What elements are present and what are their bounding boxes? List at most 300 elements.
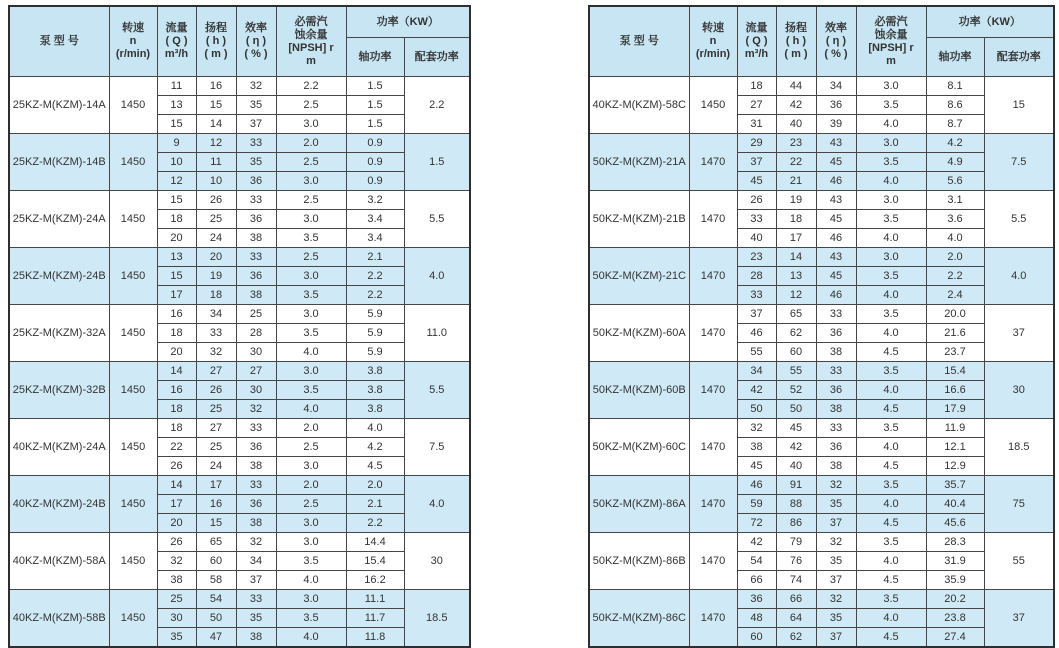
matching-power-cell: 55 [984, 533, 1054, 590]
flow-cell: 12 [157, 172, 196, 191]
shaft-power-cell: 3.8 [346, 381, 404, 400]
npsh-cell: 4.0 [856, 172, 926, 191]
flow-cell: 38 [157, 571, 196, 590]
efficiency-cell: 46 [816, 286, 856, 305]
flow-cell: 20 [157, 514, 196, 533]
matching-power-cell: 30 [404, 533, 470, 590]
model-cell: 25KZ-M(KZM)-32B [9, 362, 109, 419]
table-row [589, 77, 1054, 96]
head-cell: 40 [776, 115, 816, 134]
speed-cell: 1470 [689, 590, 737, 648]
flow-cell: 54 [737, 552, 776, 571]
head-cell: 19 [776, 191, 816, 210]
flow-cell: 15 [157, 115, 196, 134]
flow-cell: 36 [737, 590, 776, 609]
npsh-cell: 4.5 [856, 571, 926, 590]
head-cell: 45 [776, 419, 816, 438]
npsh-cell: 3.0 [276, 514, 346, 533]
efficiency-cell: 38 [236, 628, 276, 648]
col-header-matching-power: 配套功率 [984, 38, 1054, 77]
efficiency-cell: 35 [236, 153, 276, 172]
flow-cell: 20 [157, 343, 196, 362]
efficiency-cell: 37 [816, 571, 856, 590]
flow-cell: 14 [157, 476, 196, 495]
matching-power-cell: 18.5 [984, 419, 1054, 476]
table-row [589, 248, 1054, 267]
shaft-power-cell: 4.2 [926, 134, 984, 153]
head-cell: 17 [776, 229, 816, 248]
npsh-cell: 2.5 [276, 495, 346, 514]
speed-cell: 1450 [109, 590, 157, 648]
table-row [9, 362, 470, 381]
head-cell: 60 [776, 343, 816, 362]
table-row [589, 476, 1054, 495]
head-cell: 40 [776, 457, 816, 476]
flow-cell: 18 [157, 419, 196, 438]
col-header-model: 泵 型 号 [9, 6, 109, 77]
flow-cell: 31 [737, 115, 776, 134]
shaft-power-cell: 8.1 [926, 77, 984, 96]
shaft-power-cell: 14.4 [346, 533, 404, 552]
npsh-cell: 4.0 [856, 229, 926, 248]
shaft-power-cell: 1.5 [346, 115, 404, 134]
efficiency-cell: 33 [236, 191, 276, 210]
head-cell: 17 [196, 476, 236, 495]
npsh-cell: 3.5 [856, 590, 926, 609]
flow-cell: 45 [737, 457, 776, 476]
shaft-power-cell: 11.9 [926, 419, 984, 438]
pump-table-right [588, 5, 1055, 648]
head-cell: 42 [776, 96, 816, 115]
matching-power-cell: 7.5 [404, 419, 470, 476]
shaft-power-cell: 2.2 [346, 286, 404, 305]
efficiency-cell: 46 [816, 172, 856, 191]
head-cell: 26 [196, 381, 236, 400]
npsh-cell: 3.5 [276, 552, 346, 571]
shaft-power-cell: 35.7 [926, 476, 984, 495]
table-row [589, 533, 1054, 552]
flow-cell: 23 [737, 248, 776, 267]
shaft-power-cell: 20.0 [926, 305, 984, 324]
head-cell: 91 [776, 476, 816, 495]
efficiency-cell: 35 [816, 552, 856, 571]
efficiency-cell: 37 [816, 628, 856, 648]
head-cell: 62 [776, 628, 816, 648]
efficiency-cell: 34 [236, 552, 276, 571]
npsh-cell: 4.0 [856, 609, 926, 628]
matching-power-cell: 30 [984, 362, 1054, 419]
npsh-cell: 2.5 [276, 191, 346, 210]
head-cell: 86 [776, 514, 816, 533]
head-cell: 12 [196, 134, 236, 153]
col-header-shaft-power: 轴功率 [346, 38, 404, 77]
head-cell: 27 [196, 362, 236, 381]
matching-power-cell: 18.5 [404, 590, 470, 648]
npsh-cell: 3.0 [276, 115, 346, 134]
model-cell: 50KZ-M(KZM)-60C [589, 419, 689, 476]
efficiency-cell: 37 [236, 571, 276, 590]
flow-cell: 14 [157, 362, 196, 381]
shaft-power-cell: 3.8 [346, 400, 404, 419]
shaft-power-cell: 40.4 [926, 495, 984, 514]
npsh-cell: 3.0 [276, 362, 346, 381]
head-cell: 47 [196, 628, 236, 648]
head-cell: 19 [196, 267, 236, 286]
efficiency-cell: 38 [236, 457, 276, 476]
efficiency-cell: 36 [236, 172, 276, 191]
model-cell: 50KZ-M(KZM)-60A [589, 305, 689, 362]
head-cell: 42 [776, 438, 816, 457]
flow-cell: 30 [157, 609, 196, 628]
matching-power-cell: 1.5 [404, 134, 470, 191]
model-cell: 40KZ-M(KZM)-24A [9, 419, 109, 476]
col-header-speed: 转速 n (r/min) [689, 6, 737, 77]
table-row [589, 134, 1054, 153]
npsh-cell: 4.0 [276, 400, 346, 419]
npsh-cell: 3.5 [856, 362, 926, 381]
efficiency-cell: 37 [816, 514, 856, 533]
npsh-cell: 3.5 [856, 533, 926, 552]
flow-cell: 18 [157, 210, 196, 229]
matching-power-cell: 4.0 [984, 248, 1054, 305]
efficiency-cell: 43 [816, 134, 856, 153]
head-cell: 79 [776, 533, 816, 552]
npsh-cell: 3.0 [856, 191, 926, 210]
npsh-cell: 3.5 [276, 324, 346, 343]
table-row [9, 77, 470, 96]
efficiency-cell: 32 [816, 533, 856, 552]
table-header [589, 6, 1054, 77]
head-cell: 23 [776, 134, 816, 153]
col-header-matching-power: 配套功率 [404, 38, 470, 77]
npsh-cell: 3.5 [856, 305, 926, 324]
npsh-cell: 2.5 [276, 153, 346, 172]
head-cell: 11 [196, 153, 236, 172]
efficiency-cell: 30 [236, 343, 276, 362]
flow-cell: 11 [157, 77, 196, 96]
flow-cell: 42 [737, 533, 776, 552]
flow-cell: 32 [157, 552, 196, 571]
flow-cell: 13 [157, 96, 196, 115]
model-cell: 40KZ-M(KZM)-24B [9, 476, 109, 533]
shaft-power-cell: 12.9 [926, 457, 984, 476]
model-cell: 50KZ-M(KZM)-21C [589, 248, 689, 305]
npsh-cell: 4.0 [856, 286, 926, 305]
efficiency-cell: 30 [236, 381, 276, 400]
col-header-npsh: 必需汽 蚀余量 [NPSH] r m [856, 6, 926, 77]
speed-cell: 1450 [109, 476, 157, 533]
npsh-cell: 4.0 [856, 438, 926, 457]
head-cell: 54 [196, 590, 236, 609]
efficiency-cell: 25 [236, 305, 276, 324]
flow-cell: 17 [157, 286, 196, 305]
model-cell: 25KZ-M(KZM)-32A [9, 305, 109, 362]
efficiency-cell: 33 [236, 476, 276, 495]
table-row [589, 305, 1054, 324]
efficiency-cell: 32 [816, 476, 856, 495]
efficiency-cell: 35 [236, 609, 276, 628]
speed-cell: 1450 [109, 77, 157, 134]
table-row [9, 134, 470, 153]
model-cell: 50KZ-M(KZM)-60B [589, 362, 689, 419]
head-cell: 15 [196, 96, 236, 115]
shaft-power-cell: 15.4 [346, 552, 404, 571]
flow-cell: 16 [157, 305, 196, 324]
efficiency-cell: 28 [236, 324, 276, 343]
speed-cell: 1450 [109, 419, 157, 476]
head-cell: 10 [196, 172, 236, 191]
head-cell: 33 [196, 324, 236, 343]
npsh-cell: 4.0 [276, 628, 346, 648]
npsh-cell: 3.5 [276, 381, 346, 400]
npsh-cell: 3.5 [856, 153, 926, 172]
npsh-cell: 3.0 [276, 172, 346, 191]
npsh-cell: 4.0 [276, 571, 346, 590]
matching-power-cell: 37 [984, 590, 1054, 648]
matching-power-cell: 4.0 [404, 248, 470, 305]
flow-cell: 59 [737, 495, 776, 514]
flow-cell: 45 [737, 172, 776, 191]
efficiency-cell: 32 [816, 590, 856, 609]
shaft-power-cell: 0.9 [346, 153, 404, 172]
flow-cell: 38 [737, 438, 776, 457]
speed-cell: 1470 [689, 191, 737, 248]
pump-table-left [8, 5, 471, 648]
flow-cell: 22 [157, 438, 196, 457]
shaft-power-cell: 3.2 [346, 191, 404, 210]
shaft-power-cell: 2.1 [346, 495, 404, 514]
shaft-power-cell: 3.4 [346, 229, 404, 248]
npsh-cell: 4.0 [856, 324, 926, 343]
efficiency-cell: 36 [816, 96, 856, 115]
npsh-cell: 3.0 [856, 248, 926, 267]
shaft-power-cell: 23.8 [926, 609, 984, 628]
matching-power-cell: 7.5 [984, 134, 1054, 191]
npsh-cell: 3.0 [276, 533, 346, 552]
efficiency-cell: 36 [816, 324, 856, 343]
efficiency-cell: 32 [236, 533, 276, 552]
head-cell: 66 [776, 590, 816, 609]
npsh-cell: 3.0 [276, 305, 346, 324]
flow-cell: 66 [737, 571, 776, 590]
shaft-power-cell: 2.0 [926, 248, 984, 267]
col-header-power: 功率（KW） [346, 6, 470, 38]
table-body [9, 77, 470, 648]
matching-power-cell: 4.0 [404, 476, 470, 533]
efficiency-cell: 36 [816, 381, 856, 400]
head-cell: 25 [196, 438, 236, 457]
efficiency-cell: 35 [236, 96, 276, 115]
head-cell: 27 [196, 419, 236, 438]
speed-cell: 1450 [109, 248, 157, 305]
efficiency-cell: 36 [236, 267, 276, 286]
speed-cell: 1470 [689, 362, 737, 419]
matching-power-cell: 5.5 [404, 191, 470, 248]
model-cell: 40KZ-M(KZM)-58A [9, 533, 109, 590]
speed-cell: 1470 [689, 248, 737, 305]
col-header-model: 泵 型 号 [589, 6, 689, 77]
table-row [9, 533, 470, 552]
npsh-cell: 2.2 [276, 77, 346, 96]
head-cell: 88 [776, 495, 816, 514]
npsh-cell: 4.5 [856, 343, 926, 362]
head-cell: 25 [196, 210, 236, 229]
head-cell: 21 [776, 172, 816, 191]
npsh-cell: 3.5 [856, 476, 926, 495]
head-cell: 24 [196, 457, 236, 476]
head-cell: 32 [196, 343, 236, 362]
efficiency-cell: 32 [236, 400, 276, 419]
col-header-speed: 转速 n (r/min) [109, 6, 157, 77]
speed-cell: 1450 [109, 191, 157, 248]
col-header-efficiency: 效率 ( η ) ( % ) [816, 6, 856, 77]
shaft-power-cell: 2.0 [346, 476, 404, 495]
model-cell: 25KZ-M(KZM)-14A [9, 77, 109, 134]
efficiency-cell: 45 [816, 267, 856, 286]
npsh-cell: 4.0 [856, 495, 926, 514]
shaft-power-cell: 35.9 [926, 571, 984, 590]
flow-cell: 37 [737, 153, 776, 172]
shaft-power-cell: 5.9 [346, 343, 404, 362]
head-cell: 65 [776, 305, 816, 324]
flow-cell: 15 [157, 191, 196, 210]
npsh-cell: 2.0 [276, 476, 346, 495]
table-row [9, 419, 470, 438]
shaft-power-cell: 0.9 [346, 172, 404, 191]
shaft-power-cell: 0.9 [346, 134, 404, 153]
npsh-cell: 3.0 [856, 77, 926, 96]
efficiency-cell: 38 [816, 457, 856, 476]
flow-cell: 35 [157, 628, 196, 648]
flow-cell: 37 [737, 305, 776, 324]
shaft-power-cell: 4.9 [926, 153, 984, 172]
efficiency-cell: 38 [236, 286, 276, 305]
shaft-power-cell: 2.1 [346, 248, 404, 267]
npsh-cell: 3.0 [856, 134, 926, 153]
head-cell: 58 [196, 571, 236, 590]
shaft-power-cell: 2.4 [926, 286, 984, 305]
speed-cell: 1450 [109, 134, 157, 191]
flow-cell: 72 [737, 514, 776, 533]
flow-cell: 20 [157, 229, 196, 248]
efficiency-cell: 37 [236, 115, 276, 134]
matching-power-cell: 5.5 [984, 191, 1054, 248]
head-cell: 55 [776, 362, 816, 381]
efficiency-cell: 36 [236, 495, 276, 514]
table-row [9, 476, 470, 495]
efficiency-cell: 33 [236, 134, 276, 153]
flow-cell: 17 [157, 495, 196, 514]
model-cell: 50KZ-M(KZM)-86A [589, 476, 689, 533]
col-header-power: 功率（KW） [926, 6, 1054, 38]
shaft-power-cell: 5.6 [926, 172, 984, 191]
shaft-power-cell: 3.1 [926, 191, 984, 210]
npsh-cell: 3.5 [276, 609, 346, 628]
efficiency-cell: 33 [816, 362, 856, 381]
matching-power-cell: 37 [984, 305, 1054, 362]
head-cell: 65 [196, 533, 236, 552]
head-cell: 25 [196, 400, 236, 419]
shaft-power-cell: 1.5 [346, 96, 404, 115]
model-cell: 50KZ-M(KZM)-21B [589, 191, 689, 248]
col-header-flow: 流量 ( Q ) m³/h [157, 6, 196, 77]
head-cell: 50 [196, 609, 236, 628]
flow-cell: 33 [737, 210, 776, 229]
table-row [589, 419, 1054, 438]
efficiency-cell: 45 [816, 210, 856, 229]
efficiency-cell: 35 [816, 495, 856, 514]
npsh-cell: 3.5 [856, 419, 926, 438]
model-cell: 25KZ-M(KZM)-24A [9, 191, 109, 248]
shaft-power-cell: 4.0 [926, 229, 984, 248]
flow-cell: 55 [737, 343, 776, 362]
head-cell: 60 [196, 552, 236, 571]
flow-cell: 34 [737, 362, 776, 381]
efficiency-cell: 35 [816, 609, 856, 628]
shaft-power-cell: 23.7 [926, 343, 984, 362]
head-cell: 16 [196, 77, 236, 96]
flow-cell: 40 [737, 229, 776, 248]
npsh-cell: 4.0 [856, 115, 926, 134]
npsh-cell: 4.0 [856, 552, 926, 571]
matching-power-cell: 15 [984, 77, 1054, 134]
shaft-power-cell: 5.9 [346, 324, 404, 343]
model-cell: 40KZ-M(KZM)-58C [589, 77, 689, 134]
head-cell: 26 [196, 191, 236, 210]
shaft-power-cell: 20.2 [926, 590, 984, 609]
shaft-power-cell: 31.9 [926, 552, 984, 571]
table-row [589, 191, 1054, 210]
shaft-power-cell: 5.9 [346, 305, 404, 324]
shaft-power-cell: 2.2 [346, 514, 404, 533]
speed-cell: 1450 [109, 533, 157, 590]
flow-cell: 32 [737, 419, 776, 438]
efficiency-cell: 39 [816, 115, 856, 134]
speed-cell: 1470 [689, 419, 737, 476]
head-cell: 15 [196, 514, 236, 533]
col-header-efficiency: 效率 ( η ) ( % ) [236, 6, 276, 77]
model-cell: 50KZ-M(KZM)-21A [589, 134, 689, 191]
efficiency-cell: 43 [816, 191, 856, 210]
model-cell: 25KZ-M(KZM)-24B [9, 248, 109, 305]
flow-cell: 26 [737, 191, 776, 210]
shaft-power-cell: 11.1 [346, 590, 404, 609]
shaft-power-cell: 16.2 [346, 571, 404, 590]
npsh-cell: 2.5 [276, 248, 346, 267]
flow-cell: 48 [737, 609, 776, 628]
shaft-power-cell: 27.4 [926, 628, 984, 648]
efficiency-cell: 33 [236, 248, 276, 267]
shaft-power-cell: 11.7 [346, 609, 404, 628]
efficiency-cell: 43 [816, 248, 856, 267]
efficiency-cell: 27 [236, 362, 276, 381]
flow-cell: 60 [737, 628, 776, 648]
shaft-power-cell: 3.6 [926, 210, 984, 229]
head-cell: 74 [776, 571, 816, 590]
efficiency-cell: 36 [816, 438, 856, 457]
npsh-cell: 4.5 [856, 400, 926, 419]
shaft-power-cell: 28.3 [926, 533, 984, 552]
head-cell: 13 [776, 267, 816, 286]
head-cell: 34 [196, 305, 236, 324]
table-row [9, 305, 470, 324]
flow-cell: 18 [157, 324, 196, 343]
npsh-cell: 3.5 [276, 229, 346, 248]
table-row [589, 362, 1054, 381]
flow-cell: 9 [157, 134, 196, 153]
speed-cell: 1450 [109, 362, 157, 419]
npsh-cell: 3.5 [856, 96, 926, 115]
